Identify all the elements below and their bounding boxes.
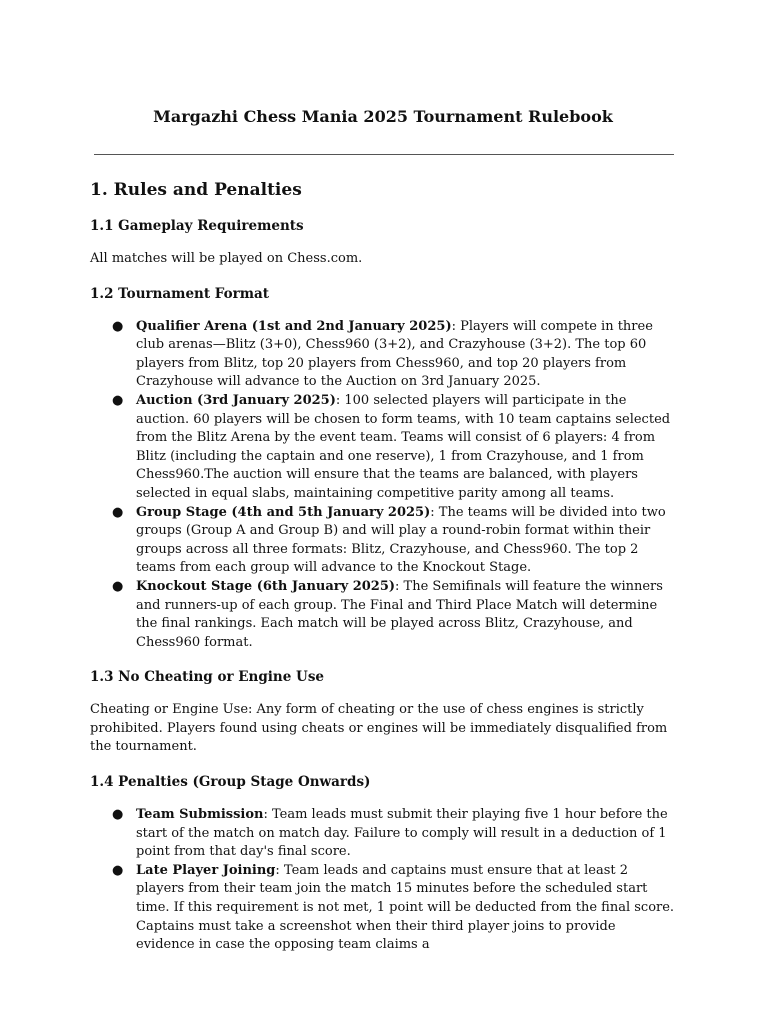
bullet-icon: ● bbox=[112, 318, 124, 334]
document-title: Margazhi Chess Mania 2025 Tournament Rulebook bbox=[153, 107, 613, 126]
bullet-icon: ● bbox=[112, 578, 124, 594]
list-item-term: Qualifier Arena (1st and 2nd January 2025) bbox=[136, 318, 452, 334]
gameplay-requirements-text: All matches will be played on Chess.com. bbox=[90, 251, 363, 266]
list-item-team-submission bbox=[112, 806, 676, 862]
bullet-icon: ● bbox=[112, 504, 124, 520]
list-item-term: Group Stage (4th and 5th January 2025) bbox=[136, 504, 431, 520]
list-item-text: : Team leads and captains must ensure that at least 2 players from their team join the match 15 minutes before the scheduled start time. If this requirement is not met, 1 point will be deducted from the final score. Captains must take a screenshot when their third player joins to provide evidence in case the opposing team claims a bbox=[136, 862, 675, 953]
section-heading-rules-and-penalties: 1. Rules and Penalties bbox=[90, 180, 302, 200]
list-item-text: : Team leads must submit their playing five 1 hour before the start of the match on match day. Failure to comply will result in a deduction of 1 point from that day's final score. bbox=[136, 807, 668, 860]
list-item-term: Team Submission bbox=[136, 807, 264, 823]
bullet-icon: ● bbox=[112, 807, 124, 823]
list-item-text: : The Semifinals will feature the winners and runners-up of each group. The Final and Third Place Match will determine the final rankings. Each match will be played across Blitz, Crazyhouse, and Chess960 format. bbox=[136, 578, 663, 650]
list-item-term: Auction (3rd January 2025) bbox=[136, 392, 336, 408]
subsection-heading-gameplay-requirements: 1.1 Gameplay Requirements bbox=[90, 218, 304, 234]
no-cheating-text: Cheating or Engine Use: Any form of cheating or the use of chess engines is strictly prohibited. Players found using cheats or engines will be immediately disqualified from the tournament. bbox=[90, 702, 668, 755]
penalties-list bbox=[90, 806, 676, 955]
list-item-term: Knockout Stage (6th January 2025) bbox=[136, 578, 396, 594]
list-item-group-stage bbox=[112, 504, 676, 578]
bullet-icon: ● bbox=[112, 392, 124, 408]
subsection-heading-tournament-format: 1.2 Tournament Format bbox=[90, 285, 270, 302]
list-item-term: Late Player Joining bbox=[136, 862, 276, 878]
list-item-text: : Players will compete in three club arenas—Blitz (3+0), Chess960 (3+2), and Crazyhouse (3+2). The top 60 players from Blitz, top 20 players from Chess960, and top 20 players from Crazyhouse will advance to the Auction on 3rd January 2025. bbox=[136, 318, 653, 390]
list-item-text: : The teams will be divided into two groups (Group A and Group B) and will play a round-robin format within their groups across all three formats: Blitz, Crazyhouse, and Chess960. The top 2 teams from each group will advance to the Knockout Stage. bbox=[136, 504, 666, 576]
list-item-knockout-stage bbox=[112, 578, 676, 652]
list-item-text: : 100 selected players will participate in the auction. 60 players will be chosen to form teams, with 10 team captains selected from the Blitz Arena by the event team. Teams will consist of 6 players: 4 from Blitz (including the captain and one reserve), 1 from Crazyhouse, and 1 from Chess960.The auction will ensure that the teams are balanced, with players selected in equal slabs, maintaining competitive parity among all teams. bbox=[136, 392, 671, 501]
list-item-late-player-joining bbox=[112, 862, 676, 955]
title-divider bbox=[94, 154, 674, 155]
subsection-heading-penalties: 1.4 Penalties (Group Stage Onwards) bbox=[90, 774, 371, 791]
tournament-format-list bbox=[90, 318, 676, 653]
bullet-icon: ● bbox=[112, 862, 124, 878]
subsection-heading-no-cheating: 1.3 No Cheating or Engine Use bbox=[90, 669, 325, 686]
list-item-auction bbox=[112, 392, 676, 504]
list-item-qualifier-arena bbox=[112, 318, 676, 392]
